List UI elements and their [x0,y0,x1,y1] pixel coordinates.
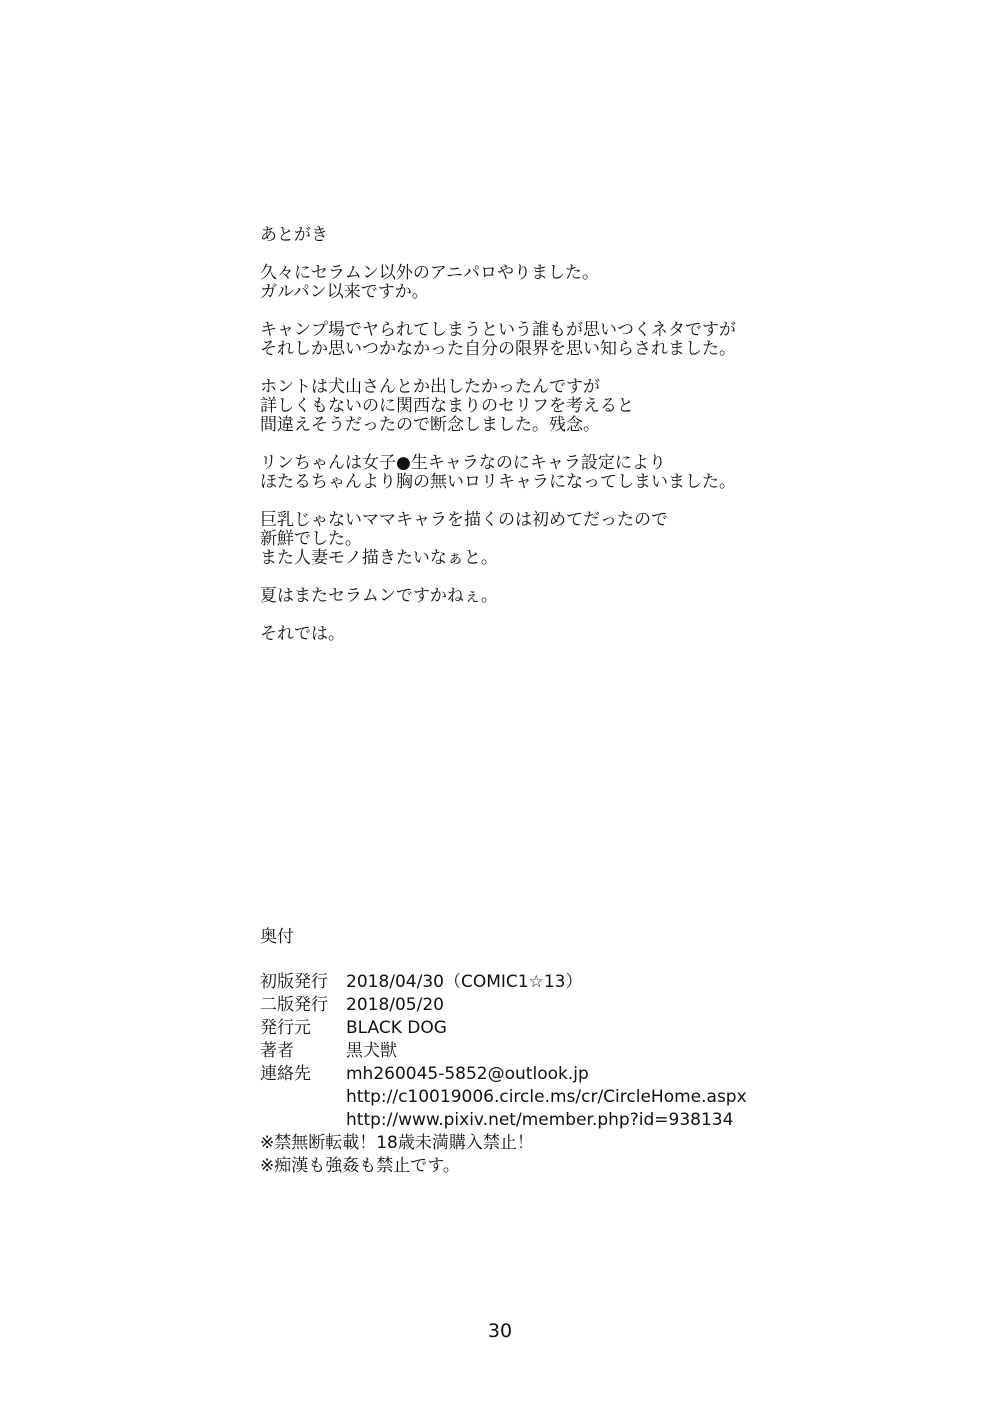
colophon-heading: 奥付 [260,927,294,947]
afterword-line: 夏はまたセラムンですかねぇ。 [260,586,498,606]
afterword-paragraph [260,587,900,606]
colophon-value: 2018/05/20 [346,995,444,1015]
afterword-line: リンちゃんは女子●生キャラなのにキャラ設定により [260,453,666,473]
afterword-heading: あとがき [260,225,328,245]
afterword-line: また人妻モノ描きたいなぁと。 [260,548,498,568]
afterword-line: ガルパン以来ですか。 [260,282,429,302]
colophon-row-publisher [260,1017,900,1040]
afterword-paragraph [260,511,900,568]
colophon-row-author [260,1040,900,1063]
colophon-value: 2018/04/30（COMIC1☆13） [346,972,583,992]
afterword-line: キャンプ場でヤられてしまうという誰もが思いつくネタですが [260,320,736,340]
afterword-paragraph [260,454,900,492]
afterword-line: それでは。 [260,624,345,644]
afterword-line: 新鮮でした。 [260,529,362,549]
colophon-label [260,1086,346,1109]
colophon-row-circle-url [260,1086,900,1109]
colophon-label: 連絡先 [260,1064,311,1084]
pixiv-url: http://www.pixiv.net/member.php?id=938134 [346,1110,734,1130]
afterword-line: 巨乳じゃないママキャラを描くのは初めてだったので [260,510,668,530]
colophon-row-pixiv-url [260,1109,900,1132]
colophon-row-contact [260,1063,900,1086]
colophon-value: BLACK DOG [346,1018,447,1038]
prohibition-notice: ※痴漢も強姦も禁止です。 [260,1156,460,1176]
afterword-line: 詳しくもないのに関西なまりのセリフを考えると [260,396,634,416]
afterword-line: 久々にセラムン以外のアニパロやりました。 [260,263,599,283]
colophon-section [260,928,900,1178]
colophon-row-first-edition [260,971,900,994]
afterword-paragraph [260,625,900,644]
afterword-line: 間違えそうだったので断念しました。残念。 [260,415,600,435]
colophon-label [260,1109,346,1132]
afterword-line: ほたるちゃんより胸の無いロリキャラになってしまいました。 [260,472,736,492]
reprint-notice: ※禁無断転載！18歳未満購入禁止！ [260,1133,534,1153]
colophon-label: 初版発行 [260,972,328,992]
page-number: 30 [487,1320,513,1342]
contact-email: mh260045-5852@outlook.jp [346,1064,589,1084]
colophon-label: 著者 [260,1041,294,1061]
afterword-paragraph [260,378,900,435]
colophon-label: 二版発行 [260,995,328,1015]
afterword-paragraph [260,264,900,302]
afterword-line: それしか思いつかなかった自分の限界を思い知らされました。 [260,339,736,359]
colophon-row-second-edition [260,994,900,1017]
afterword-line: ホントは犬山さんとか出したかったんですが [260,377,600,397]
afterword-section [260,226,900,663]
colophon-label: 発行元 [260,1018,311,1038]
afterword-paragraph [260,321,900,359]
colophon-value: 黒犬獣 [346,1041,397,1061]
circle-url: http://c10019006.circle.ms/cr/CircleHome.aspx [346,1087,747,1107]
